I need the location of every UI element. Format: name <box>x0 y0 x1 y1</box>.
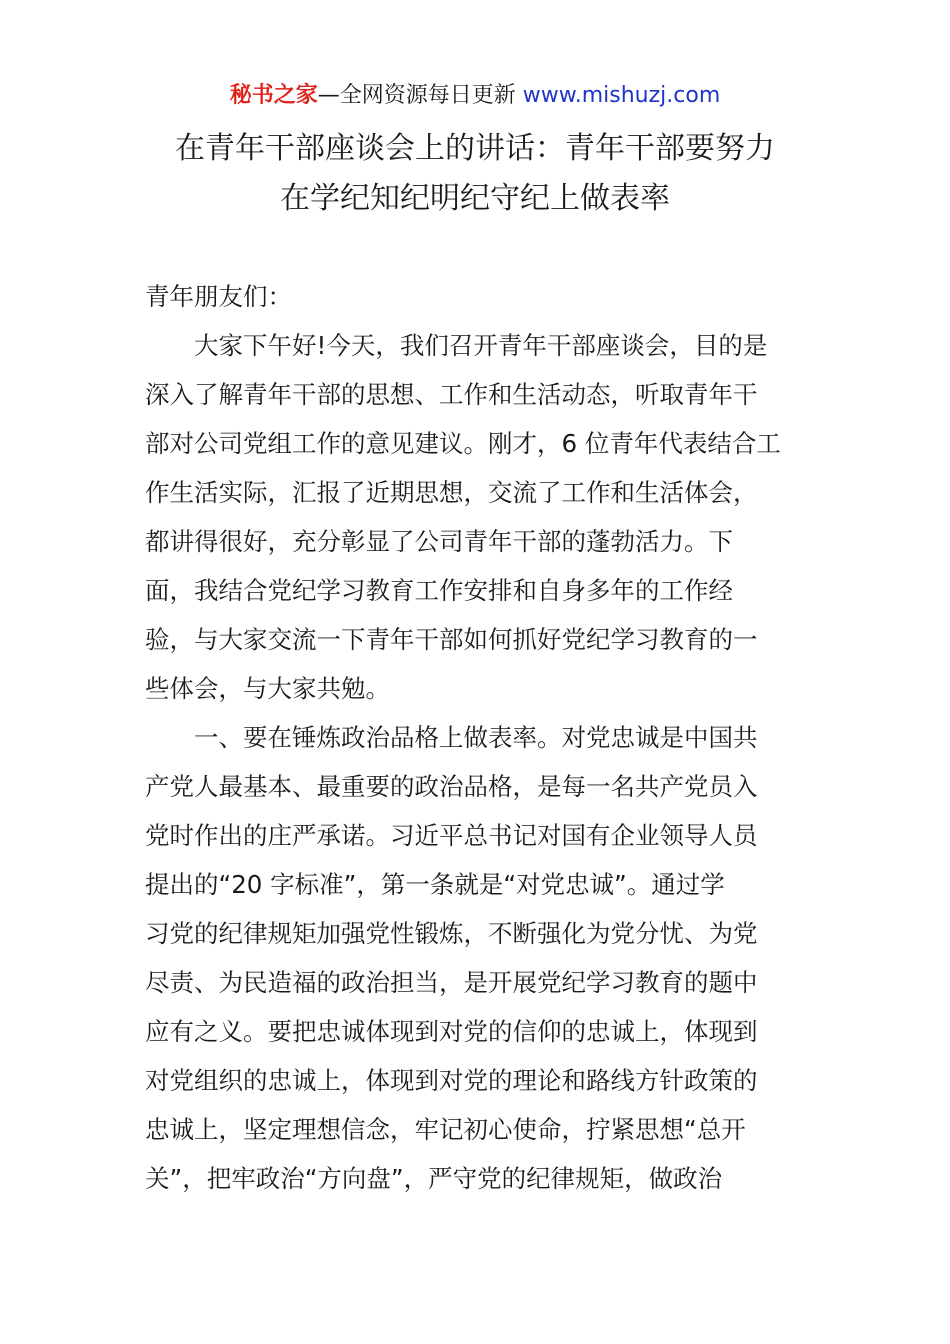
paragraph-line: 忠诚上，坚定理想信念，牢记初心使命，拧紧思想“总开 <box>145 1115 746 1144</box>
paragraph-1 <box>145 321 810 713</box>
site-header <box>0 80 950 112</box>
paragraph-2 <box>145 713 810 1203</box>
paragraph-line: 尽责、为民造福的政治担当，是开展党纪学习教育的题中 <box>145 968 758 997</box>
paragraph-line: 部对公司党组工作的意见建议。刚才，6 位青年代表结合工 <box>145 429 781 458</box>
paragraph-line: 大家下午好!今天，我们召开青年干部座谈会，目的是 <box>194 331 768 360</box>
paragraph-line: 都讲得很好，充分彰显了公司青年干部的蓬勃活力。下 <box>145 527 733 556</box>
document-title <box>0 124 950 224</box>
paragraph-line: 应有之义。要把忠诚体现到对党的信仰的忠诚上，体现到 <box>145 1017 758 1046</box>
brand-name: 秘书之家 <box>229 83 318 108</box>
document-body <box>145 272 810 1203</box>
paragraph-line: 些体会，与大家共勉。 <box>145 674 390 703</box>
title-line-1: 在青年干部座谈会上的讲话：青年干部要努力 <box>175 131 775 166</box>
paragraph-line: 党时作出的庄严承诺。习近平总书记对国有企业领导人员 <box>145 821 758 850</box>
paragraph-line: 关”，把牢政治“方向盘”，严守党的纪律规矩，做政治 <box>145 1164 723 1193</box>
salutation: 青年朋友们： <box>145 282 292 311</box>
paragraph-line: 作生活实际，汇报了近期思想，交流了工作和生活体会， <box>145 478 758 507</box>
title-line-2: 在学纪知纪明纪守纪上做表率 <box>280 181 670 216</box>
paragraph-line: 习党的纪律规矩加强党性锻炼，不断强化为党分忧、为党 <box>145 919 758 948</box>
paragraph-line: 验，与大家交流一下青年干部如何抓好党纪学习教育的一 <box>145 625 758 654</box>
paragraph-line: 深入了解青年干部的思想、工作和生活动态，听取青年干 <box>145 380 758 409</box>
paragraph-line: 面，我结合党纪学习教育工作安排和自身多年的工作经 <box>145 576 733 605</box>
paragraph-line: 提出的“20 字标准”，第一条就是“对党忠诚”。通过学 <box>145 870 725 899</box>
paragraph-line: 产党人最基本、最重要的政治品格，是每一名共产党员入 <box>145 772 758 801</box>
header-tagline: —全网资源每日更新 <box>317 83 523 108</box>
paragraph-line: 一、要在锤炼政治品格上做表率。对党忠诚是中国共 <box>194 723 758 752</box>
paragraph-line: 对党组织的忠诚上，体现到对党的理论和路线方针政策的 <box>145 1066 758 1095</box>
site-url[interactable]: www.mishuzj.com <box>522 83 721 108</box>
